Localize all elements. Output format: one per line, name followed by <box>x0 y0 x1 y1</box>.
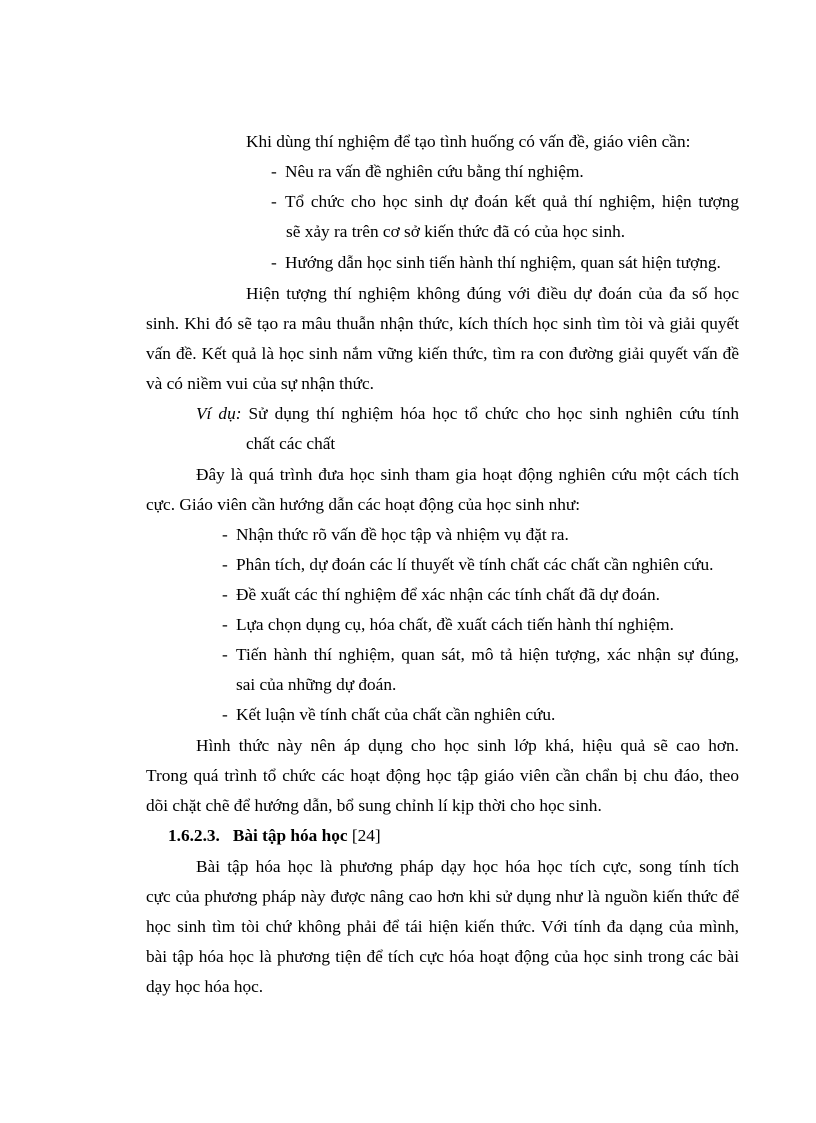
example-text: Sử dụng thí nghiệm hóa học tổ chức cho học sinh nghiên cứu tính <box>248 404 740 423</box>
list-marker: - <box>222 705 228 724</box>
list-item-text: Lựa chọn dụng cụ, hóa chất, đề xuất cách tiến hành thí nghiệm. <box>236 615 674 634</box>
paragraph-line: dõi chặt chẽ để hướng dẫn, bổ sung chỉnh lí kịp thời cho học sinh. <box>146 796 602 815</box>
list-item-text: Nhận thức rõ vấn đề học tập và nhiệm vụ đặt ra. <box>236 525 569 544</box>
paragraph-line: Đây là quá trình đưa học sinh tham gia hoạt động nghiên cứu một cách tích <box>196 465 739 484</box>
list-marker: - <box>222 645 228 664</box>
list-item-text: Tiến hành thí nghiệm, quan sát, mô tả hiện tượng, xác nhận sự đúng, <box>236 645 739 664</box>
paragraph-line: bài tập hóa học là phương tiện để tích cực hóa hoạt động của học sinh trong các bài <box>146 947 739 966</box>
paragraph-line: dạy học hóa học. <box>146 977 264 996</box>
list-marker: - <box>271 162 277 181</box>
list-item-continuation: sai của những dự đoán. <box>236 675 397 694</box>
list-marker: - <box>222 585 228 604</box>
list-item <box>222 615 674 635</box>
example-continuation: chất các chất <box>246 434 336 453</box>
list-marker: - <box>271 253 277 272</box>
list-marker: - <box>271 192 277 211</box>
list-marker: - <box>222 615 228 634</box>
list-item <box>222 585 660 605</box>
paragraph-line: vấn đề. Kết quả là học sinh nắm vững kiến thức, tìm ra con đường giải quyết vấn đề <box>146 344 739 363</box>
example-label: Ví dụ: <box>196 404 242 423</box>
list-marker: - <box>222 555 228 574</box>
citation-ref: [24] <box>351 826 381 845</box>
list-marker: - <box>222 525 228 544</box>
section-heading <box>168 826 381 846</box>
paragraph-line: Hình thức này nên áp dụng cho học sinh lớp khá, hiệu quả sẽ cao hơn. <box>196 736 739 755</box>
list-item <box>271 192 739 212</box>
paragraph-line: cực. Giáo viên cần hướng dẫn các hoạt động của học sinh như: <box>146 495 581 514</box>
section-title: Bài tập hóa học <box>232 826 348 845</box>
paragraph-line: học sinh tìm tòi chứ không phải để tái hiện kiến thức. Với tính đa dạng của mình, <box>146 917 739 936</box>
intro-line: Khi dùng thí nghiệm để tạo tình huống có vấn đề, giáo viên cần: <box>246 132 691 151</box>
list-item <box>222 705 555 725</box>
list-item-text: Đề xuất các thí nghiệm để xác nhận các tính chất đã dự đoán. <box>236 585 660 604</box>
list-item-text: Tổ chức cho học sinh dự đoán kết quả thí nghiệm, hiện tượng <box>285 192 739 211</box>
paragraph-line: cực của phương pháp này được nâng cao hơn khi sử dụng như là nguồn kiến thức để <box>146 887 739 906</box>
paragraph-line: Trong quá trình tổ chức các hoạt động học tập giáo viên cần chẩn bị chu đáo, theo <box>146 766 739 785</box>
paragraph-line: và có niềm vui của sự nhận thức. <box>146 374 374 393</box>
paragraph-line: Hiện tượng thí nghiệm không đúng với điều dự đoán của đa số học <box>246 284 739 303</box>
paragraph-line: Bài tập hóa học là phương pháp dạy học hóa học tích cực, song tính tích <box>196 857 739 876</box>
list-item <box>271 253 721 273</box>
list-item-text: Phân tích, dự đoán các lí thuyết về tính chất các chất cần nghiên cứu. <box>236 555 714 574</box>
list-item-text: Kết luận về tính chất của chất cần nghiên cứu. <box>236 705 556 724</box>
list-item-text: Nêu ra vấn đề nghiên cứu bằng thí nghiệm. <box>285 162 584 181</box>
example-line <box>196 404 739 424</box>
list-item <box>271 162 584 182</box>
list-item <box>222 555 713 575</box>
list-item-text: Hướng dẫn học sinh tiến hành thí nghiệm, quan sát hiện tượng. <box>285 253 721 272</box>
section-number: 1.6.2.3. <box>168 826 220 845</box>
list-item-continuation: sẽ xảy ra trên cơ sở kiến thức đã có của học sinh. <box>286 222 626 241</box>
paragraph-line: sinh. Khi đó sẽ tạo ra mâu thuẫn nhận thức, kích thích học sinh tìm tòi và giải quyết <box>146 314 739 333</box>
list-item <box>222 645 739 665</box>
list-item <box>222 525 569 545</box>
